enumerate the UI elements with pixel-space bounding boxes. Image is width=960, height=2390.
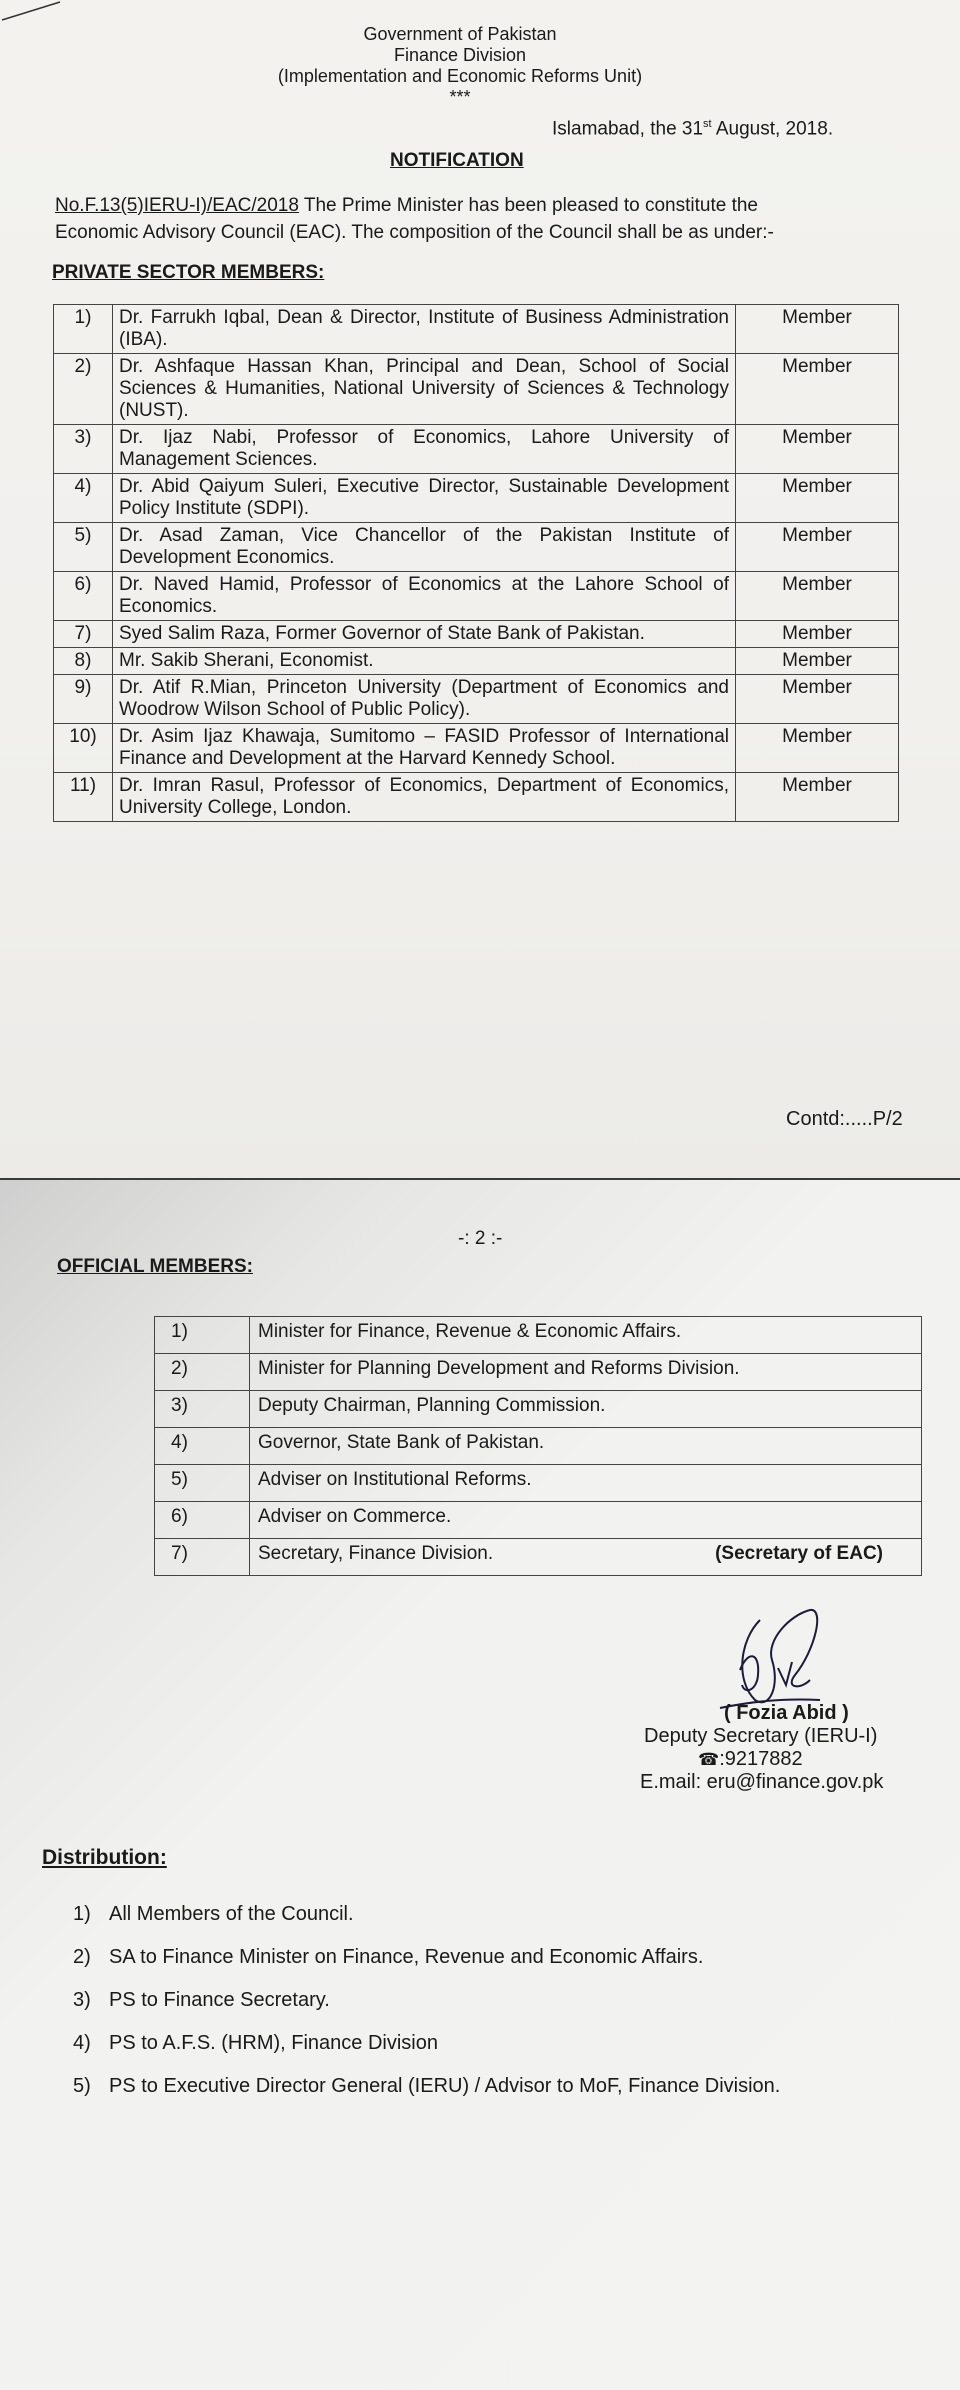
date-suffix: August, 2018.: [711, 118, 834, 140]
list-item-text: All Members of the Council.: [109, 1903, 354, 1925]
list-item: [73, 2074, 943, 2098]
member-number: 9): [54, 675, 113, 724]
notification-date: [552, 118, 833, 140]
private-members-table: [53, 304, 899, 822]
member-description-cell: [250, 1465, 922, 1502]
member-description: Dr. Naved Hamid, Professor of Economics at the Lahore School of Economics.: [113, 572, 736, 621]
member-number: 2): [155, 1354, 250, 1391]
continued-note: Contd:.....P/2: [786, 1108, 903, 1130]
member-description-cell: [250, 1354, 922, 1391]
list-item: [73, 1945, 943, 1969]
notification-title: NOTIFICATION: [390, 150, 524, 171]
private-sector-title: PRIVATE SECTOR MEMBERS:: [52, 262, 325, 283]
table-row: [54, 305, 899, 354]
table-row: [155, 1428, 922, 1465]
private-members-table-wrap: [53, 304, 899, 822]
table-row: [155, 1465, 922, 1502]
member-role: Member: [736, 523, 899, 572]
member-number: 4): [54, 474, 113, 523]
member-description: Dr. Abid Qaiyum Suleri, Executive Director, Sustainable Development Policy Institute (SDPI).: [113, 474, 736, 523]
official-members-table-wrap: [154, 1316, 922, 1576]
signatory-phone-row: [640, 1748, 920, 1771]
member-description: Deputy Chairman, Planning Commission.: [258, 1395, 606, 1416]
page-number: -: 2 :-: [458, 1228, 503, 1249]
telephone-icon: ☎: [698, 1750, 720, 1769]
signatory-name: ( Fozia Abid ): [724, 1702, 849, 1724]
letterhead: [0, 24, 920, 108]
list-item-number: 4): [73, 2032, 91, 2054]
member-note: (Secretary of EAC): [715, 1543, 883, 1564]
member-description-cell: [250, 1317, 922, 1354]
member-number: 5): [155, 1465, 250, 1502]
page-one: [0, 0, 960, 1178]
member-number: 5): [54, 523, 113, 572]
member-description: Dr. Ashfaque Hassan Khan, Principal and Dean, School of Social Sciences & Humanities, National University of Sciences & Technology (NUST).: [113, 354, 736, 425]
letterhead-unit: (Implementation and Economic Reforms Unit): [277, 66, 643, 86]
member-role: Member: [736, 572, 899, 621]
member-description-cell: [250, 1391, 922, 1428]
list-item-text: PS to Finance Secretary.: [109, 1989, 330, 2011]
member-number: 6): [54, 572, 113, 621]
signatory-title: Deputy Secretary (IERU-I): [644, 1725, 878, 1747]
list-item-number: 3): [73, 1989, 91, 2011]
list-item-text: SA to Finance Minister on Finance, Revenue and Economic Affairs.: [109, 1946, 704, 1968]
member-number: 3): [155, 1391, 250, 1428]
table-row: [54, 523, 899, 572]
member-description: Dr. Imran Rasul, Professor of Economics, Department of Economics, University College, London.: [113, 773, 736, 822]
table-row: [155, 1391, 922, 1428]
member-description: Dr. Atif R.Mian, Princeton University (Department of Economics and Woodrow Wilson School of Public Policy).: [113, 675, 736, 724]
member-role: Member: [736, 621, 899, 648]
distribution-list-wrap: [73, 1902, 943, 2117]
table-row: [155, 1502, 922, 1539]
member-description: Minister for Finance, Revenue & Economic Affairs.: [258, 1321, 682, 1342]
reference-number: No.F.13(5)IERU-I)/EAC/2018: [55, 195, 299, 216]
list-item-number: 1): [73, 1903, 91, 1925]
member-number: 11): [54, 773, 113, 822]
member-description: Dr. Asim Ijaz Khawaja, Sumitomo – FASID Professor of International Finance and Development at the Harvard Kennedy School.: [113, 724, 736, 773]
member-description: Dr. Farrukh Iqbal, Dean & Director, Institute of Business Administration (IBA).: [113, 305, 736, 354]
distribution-title: Distribution:: [42, 1846, 167, 1869]
list-item-number: 5): [73, 2075, 91, 2097]
member-role: Member: [736, 724, 899, 773]
member-number: 6): [155, 1502, 250, 1539]
member-description-cell: [250, 1502, 922, 1539]
intro-text: The Prime Minister has been pleased to constitute the: [298, 195, 758, 216]
official-members-table: [154, 1316, 922, 1576]
member-number: 7): [54, 621, 113, 648]
table-row: [54, 724, 899, 773]
letterhead-division: Finance Division: [393, 45, 527, 65]
handwritten-signature: [700, 1590, 840, 1720]
table-row: [54, 474, 899, 523]
list-item: [73, 2031, 943, 2055]
member-description: Dr. Ijaz Nabi, Professor of Economics, Lahore University of Management Sciences.: [113, 425, 736, 474]
member-number: 3): [54, 425, 113, 474]
member-description: Secretary, Finance Division.: [258, 1543, 494, 1564]
member-number: 2): [54, 354, 113, 425]
table-row: [54, 675, 899, 724]
signatory-block: [640, 1702, 920, 1794]
member-number: 10): [54, 724, 113, 773]
member-number: 8): [54, 648, 113, 675]
member-role: Member: [736, 474, 899, 523]
member-role: Member: [736, 648, 899, 675]
member-number: 7): [155, 1539, 250, 1576]
list-item: [73, 1902, 943, 1926]
member-role: Member: [736, 305, 899, 354]
list-item: [73, 1988, 943, 2012]
date-prefix: Islamabad, the 31: [552, 118, 704, 140]
member-description: Mr. Sakib Sherani, Economist.: [113, 648, 736, 675]
letterhead-stars: ***: [449, 87, 471, 107]
table-row: [54, 621, 899, 648]
table-row: [54, 572, 899, 621]
member-role: Member: [736, 354, 899, 425]
intro-text-line2: Economic Advisory Council (EAC). The composition of the Council shall be as under:-: [55, 222, 774, 243]
member-number: 1): [54, 305, 113, 354]
list-item-number: 2): [73, 1946, 91, 1968]
table-row: [54, 425, 899, 474]
table-row: [155, 1317, 922, 1354]
signatory-phone: :9217882: [719, 1748, 803, 1770]
table-row: [54, 354, 899, 425]
table-row: [155, 1539, 922, 1576]
list-item-text: PS to A.F.S. (HRM), Finance Division: [109, 2032, 438, 2054]
member-number: 1): [155, 1317, 250, 1354]
member-description: Governor, State Bank of Pakistan.: [258, 1432, 545, 1453]
date-sup: st: [703, 118, 712, 130]
member-description: Syed Salim Raza, Former Governor of State Bank of Pakistan.: [113, 621, 736, 648]
member-description: Minister for Planning Development and Reforms Division.: [258, 1358, 740, 1379]
member-description-cell: [250, 1539, 922, 1576]
member-number: 4): [155, 1428, 250, 1465]
notification-intro: [55, 192, 865, 246]
table-row: [54, 648, 899, 675]
table-row: [155, 1354, 922, 1391]
page-two: [0, 1180, 960, 2390]
list-item-text: PS to Executive Director General (IERU) / Advisor to MoF, Finance Division.: [109, 2075, 781, 2097]
member-description-cell: [250, 1428, 922, 1465]
member-role: Member: [736, 773, 899, 822]
member-role: Member: [736, 425, 899, 474]
letterhead-government: Government of Pakistan: [363, 24, 557, 44]
member-role: Member: [736, 675, 899, 724]
member-description: Adviser on Commerce.: [258, 1506, 452, 1527]
member-description: Dr. Asad Zaman, Vice Chancellor of the Pakistan Institute of Development Economics.: [113, 523, 736, 572]
table-row: [54, 773, 899, 822]
official-members-title: OFFICIAL MEMBERS:: [57, 1256, 253, 1277]
member-description: Adviser on Institutional Reforms.: [258, 1469, 532, 1490]
signatory-email: E.mail: eru@finance.gov.pk: [640, 1771, 884, 1793]
distribution-list: [73, 1902, 943, 2098]
